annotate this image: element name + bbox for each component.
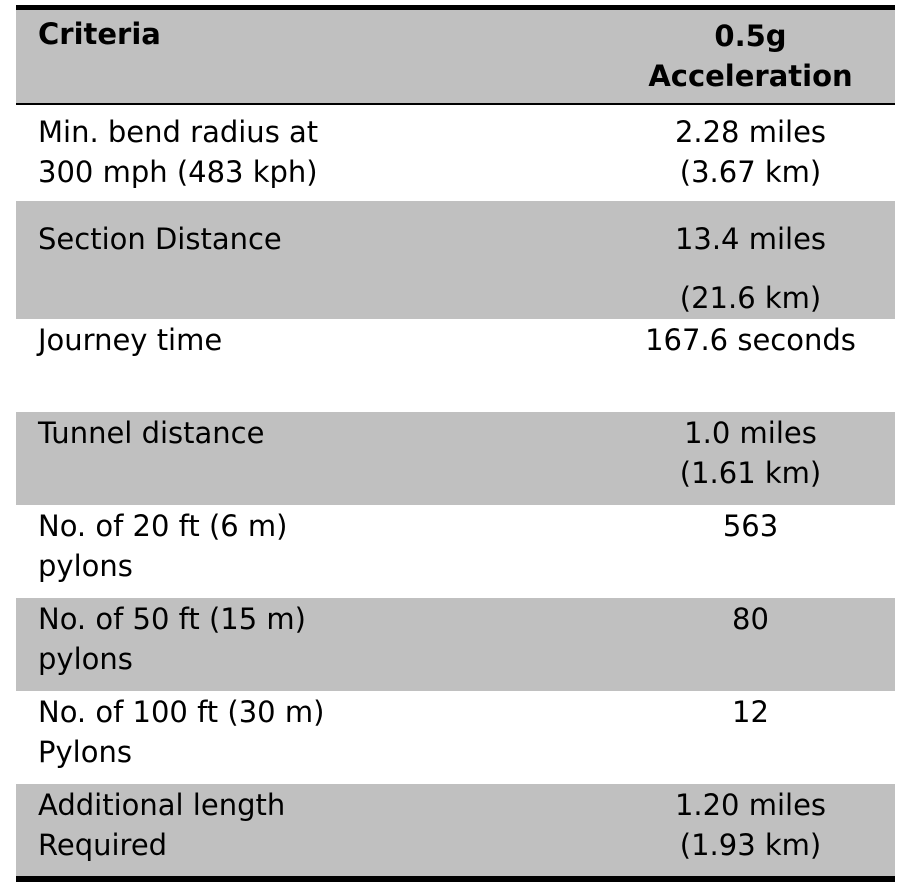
row-value-line: 80 bbox=[732, 602, 769, 636]
header-acceleration bbox=[616, 10, 895, 103]
row-value-line: (1.93 km) bbox=[679, 828, 822, 862]
table-row-100ft-pylons bbox=[16, 691, 895, 784]
row-value-line: 13.4 miles bbox=[674, 222, 827, 256]
row-label bbox=[16, 112, 616, 201]
header-acceleration-line1: 0.5g bbox=[714, 19, 787, 53]
criteria-table bbox=[16, 5, 895, 882]
row-label bbox=[16, 785, 616, 876]
row-value bbox=[616, 785, 895, 876]
row-label-line: Required bbox=[38, 828, 168, 862]
row-label-line: No. of 50 ft (15 m) bbox=[38, 602, 306, 636]
row-value bbox=[616, 112, 895, 201]
row-value bbox=[616, 320, 895, 412]
header-criteria bbox=[16, 10, 616, 103]
row-value-line: 1.20 miles bbox=[674, 788, 827, 822]
row-value-line: 12 bbox=[732, 695, 769, 729]
table-row-min-bend-radius bbox=[16, 105, 895, 201]
table-header-row bbox=[16, 10, 895, 103]
row-label-line: Pylons bbox=[38, 735, 132, 769]
row-label-line: Min. bend radius at bbox=[38, 115, 319, 149]
row-value bbox=[616, 599, 895, 691]
row-label-line: Journey time bbox=[38, 323, 223, 357]
table-row-journey-time bbox=[16, 319, 895, 412]
table-row-additional-length bbox=[16, 784, 895, 876]
row-value-line: 2.28 miles bbox=[674, 115, 827, 149]
row-label-line: pylons bbox=[38, 642, 133, 676]
header-acceleration-line2: Acceleration bbox=[648, 59, 853, 93]
row-value-line: 563 bbox=[722, 509, 779, 543]
header-criteria-label: Criteria bbox=[38, 17, 161, 51]
row-value bbox=[616, 692, 895, 784]
row-value-line: (3.67 km) bbox=[679, 155, 822, 189]
row-label-line: Section Distance bbox=[38, 222, 282, 256]
row-label-line: Additional length bbox=[38, 788, 286, 822]
row-value-line: (1.61 km) bbox=[679, 456, 822, 490]
row-label bbox=[16, 506, 616, 598]
row-label bbox=[16, 692, 616, 784]
row-label-line: 300 mph (483 kph) bbox=[38, 155, 318, 189]
row-label bbox=[16, 320, 616, 412]
row-label bbox=[16, 219, 616, 319]
table-row-50ft-pylons bbox=[16, 598, 895, 691]
table-bottom-rule bbox=[16, 876, 895, 882]
table-row-tunnel-distance bbox=[16, 412, 895, 505]
row-label-line: pylons bbox=[38, 549, 133, 583]
row-label bbox=[16, 413, 616, 505]
table-row-section-distance bbox=[16, 201, 895, 319]
row-value bbox=[616, 506, 895, 598]
row-value bbox=[616, 219, 895, 319]
row-value-line: (21.6 km) bbox=[679, 281, 822, 315]
row-label-line: No. of 20 ft (6 m) bbox=[38, 509, 288, 543]
row-label bbox=[16, 599, 616, 691]
row-label-line: No. of 100 ft (30 m) bbox=[38, 695, 325, 729]
row-value-line: 167.6 seconds bbox=[645, 323, 856, 357]
table-row-20ft-pylons bbox=[16, 505, 895, 598]
row-label-line: Tunnel distance bbox=[38, 416, 265, 450]
row-value bbox=[616, 413, 895, 505]
row-value-line: 1.0 miles bbox=[684, 416, 817, 450]
